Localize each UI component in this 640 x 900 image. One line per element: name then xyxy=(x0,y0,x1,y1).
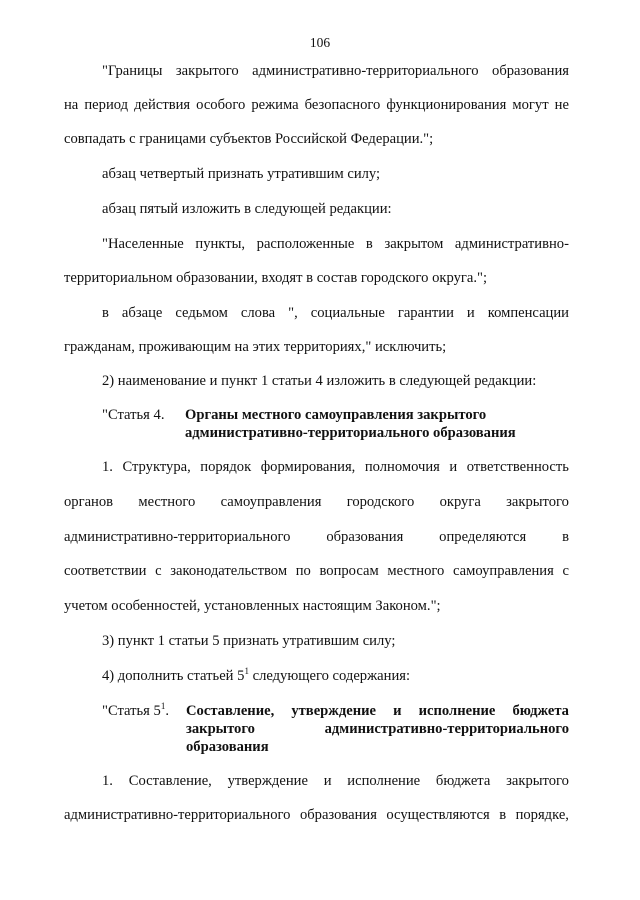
text-line: совпадать с границами субъектов Российской Федерации."; xyxy=(64,131,434,147)
article-5-1-title-line3: образования xyxy=(186,739,269,755)
article-4-title-line2: административно-территориального образования xyxy=(185,425,516,441)
page-number: 106 xyxy=(309,35,331,50)
text-line: абзац четвертый признать утратившим силу; xyxy=(102,166,381,182)
text-line: 1. Структура, порядок формирования, полномочия и ответственность xyxy=(102,459,569,475)
article-5-1-title-line1: Составление, утверждение и исполнение бюджета xyxy=(186,703,569,719)
text-line: 2) наименование и пункт 1 статьи 4 изложить в следующей редакции: xyxy=(102,373,537,389)
text-line: гражданам, проживающим на этих территориях," исключить; xyxy=(64,339,447,355)
text-line: 1. Составление, утверждение и исполнение бюджета закрытого xyxy=(102,773,569,789)
text-line: "Населенные пункты, расположенные в закрытом административно- xyxy=(102,236,569,252)
article-4-label: "Статья 4. xyxy=(102,407,165,423)
text-line: абзац пятый изложить в следующей редакции: xyxy=(102,201,392,217)
text-line: в абзаце седьмом слова ", социальные гарантии и компенсации xyxy=(102,305,569,321)
text-line: учетом особенностей, установленных настоящим Законом."; xyxy=(64,598,441,614)
text-line: территориальном образовании, входят в состав городского округа."; xyxy=(64,270,487,286)
text-line: административно-территориального образования определяются в xyxy=(64,529,569,545)
text-line: административно-территориального образования осуществляются в порядке, xyxy=(64,807,569,823)
article-4-title-line1: Органы местного самоуправления закрытого xyxy=(185,407,487,423)
text-line: на период действия особого режима безопасного функционирования могут не xyxy=(64,97,569,113)
article-5-1-label: "Статья $5^1$. xyxy=(102,701,170,719)
text-line: органов местного самоуправления городского округа закрытого xyxy=(64,494,569,510)
text-line: 3) пункт 1 статьи 5 признать утратившим силу; xyxy=(102,633,396,649)
text-line: соответствии с законодательством по вопросам местного самоуправления с xyxy=(64,563,569,579)
text-line: 4) дополнить статьей $5^1$ следующего содержания: xyxy=(102,666,411,684)
text-line: "Границы закрытого административно-территориального образования xyxy=(102,63,569,79)
article-5-1-title-line2: закрытого административно-территориального xyxy=(186,721,569,737)
